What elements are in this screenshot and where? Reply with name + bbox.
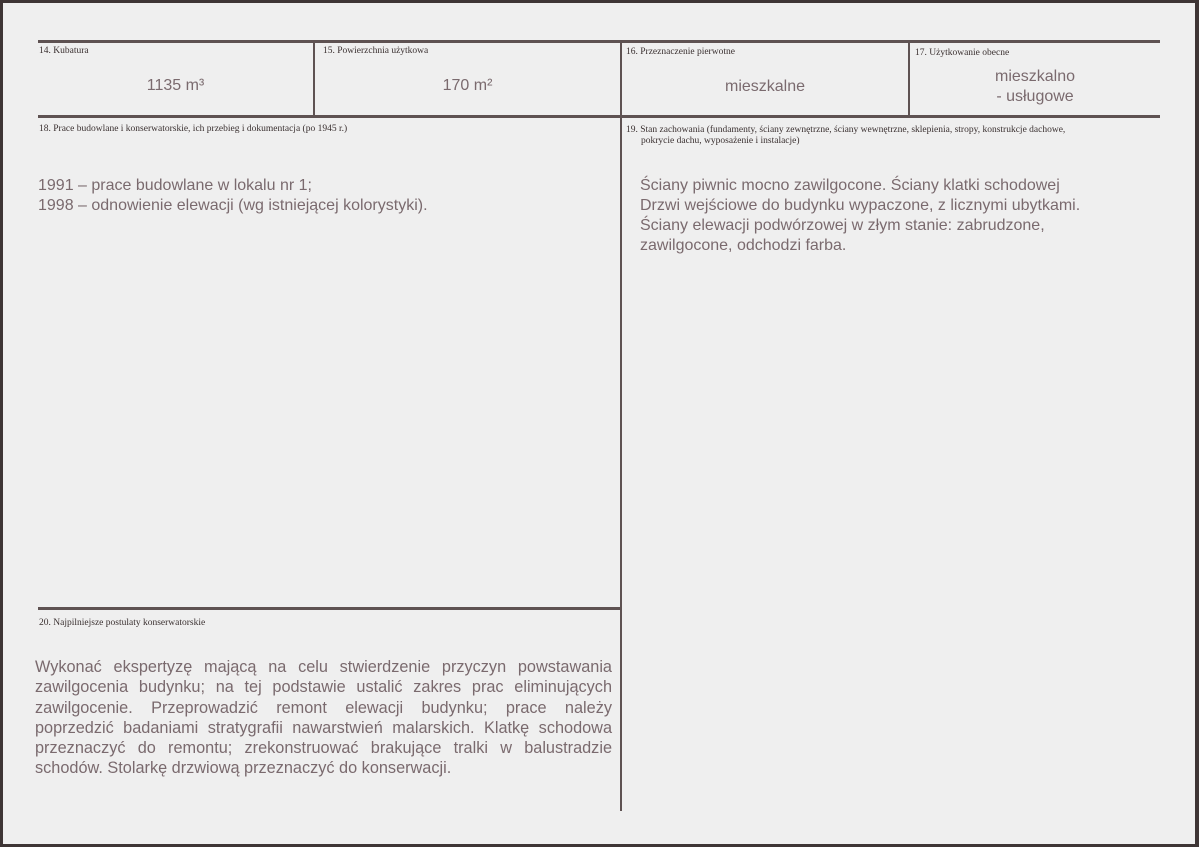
row-divider-rule bbox=[38, 115, 1160, 118]
divider-15-16 bbox=[620, 40, 622, 811]
field-17-label: 17. Użytkowanie obecne bbox=[915, 48, 1010, 58]
field-14-label: 14. Kubatura bbox=[39, 46, 89, 56]
field-15-value: 170 m² bbox=[442, 77, 493, 94]
form-sheet bbox=[3, 3, 1195, 844]
section-20-rule bbox=[38, 607, 622, 610]
field-18-label: 18. Prace budowlane i konserwatorskie, ich przebieg i dokumentacja (po 1945 r.) bbox=[39, 124, 348, 134]
field-17-value bbox=[910, 67, 1160, 107]
field-18-line-2: 1998 – odnowienie elewacji (wg istniejącej kolorystyki). bbox=[38, 197, 428, 214]
field-14-value: 1135 m³ bbox=[146, 77, 205, 94]
field-18-line-1: 1991 – prace budowlane w lokalu nr 1; bbox=[38, 177, 312, 194]
field-19-label bbox=[626, 125, 1065, 147]
field-18-text bbox=[38, 176, 608, 216]
top-rule bbox=[38, 40, 1160, 43]
field-20-text: Wykonać ekspertyzę mającą na celu stwierdzenie przyczyn powstawania zawilgocenia budynku; na tej podstawie ustalić zakres prac eliminujących zawilgocenie. Przeprowadzić remont elewacji budynku; prace należy poprzedzić badaniami stratygrafii nawarstwień malarskich. Klatkę schodowa przeznaczyć do remontu; zrekonstruować brakujące tralki w balustradzie schodów. Stolarkę drzwiową przeznaczyć do konserwacji. bbox=[35, 658, 612, 778]
field-17-value-line-2: - usługowe bbox=[996, 88, 1074, 105]
field-19-line-4: zawilgocone, odchodzi farba. bbox=[640, 237, 847, 254]
field-16-label: 16. Przeznaczenie pierwotne bbox=[626, 47, 735, 57]
field-19-line-1: Ściany piwnic mocno zawilgocone. Ściany klatki schodowej bbox=[640, 177, 1060, 194]
field-19-line-3: Ściany elewacji podwórzowej w złym stanie: zabrudzone, bbox=[640, 217, 1045, 234]
field-15-label: 15. Powierzchnia użytkowa bbox=[323, 46, 429, 56]
field-19-line-2: Drzwi wejściowe do budynku wypaczone, z licznymi ubytkami. bbox=[640, 197, 1081, 214]
field-16-value: mieszkalne bbox=[724, 78, 806, 95]
field-19-label-line-1: 19. Stan zachowania (fundamenty, ściany zewnętrzne, ściany wewnętrzne, sklepienia, stropy, konstrukcje dachowe, bbox=[626, 125, 1066, 135]
field-19-text bbox=[640, 176, 1160, 256]
field-20-label: 20. Najpilniejsze postulaty konserwatorskie bbox=[39, 618, 206, 628]
field-19-label-line-2: pokrycie dachu, wyposażenie i instalacje) bbox=[641, 136, 800, 146]
field-17-value-line-1: mieszkalno bbox=[994, 68, 1076, 85]
